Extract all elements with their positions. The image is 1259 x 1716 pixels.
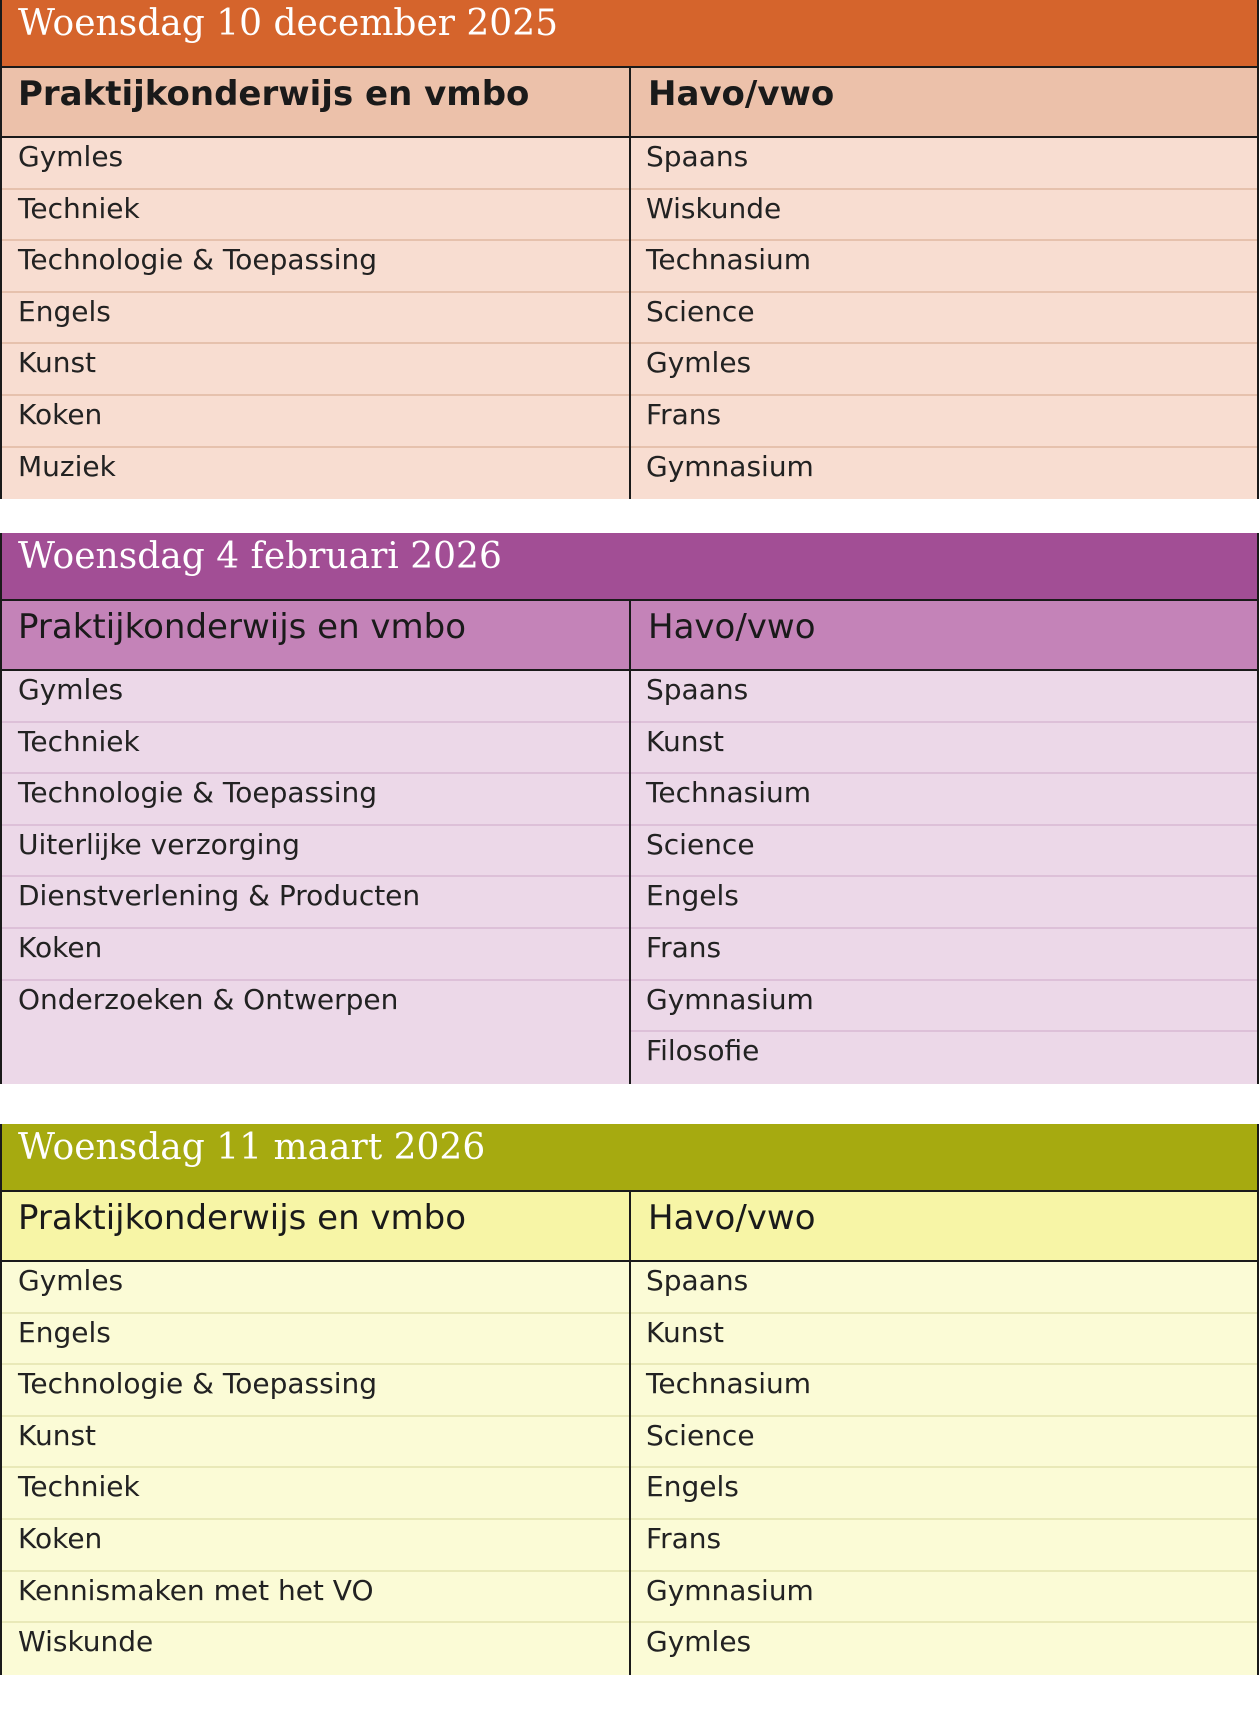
subject-vmbo: Uiterlijke verzorging (18, 827, 300, 861)
subject-havo-vwo: Spaans (646, 673, 749, 706)
column-header-vmbo: Praktijkonderwijs en vmbo (18, 607, 467, 647)
subject-havo-vwo: Technasium (646, 243, 812, 277)
subject-havo-vwo: Engels (646, 879, 739, 913)
subject-vmbo: Koken (18, 931, 103, 964)
schedule-block-maart (0, 1124, 1259, 1675)
subject-vmbo: Kunst (18, 346, 97, 380)
subject-vmbo: Koken (18, 398, 103, 431)
subject-vmbo: Engels (18, 1315, 111, 1349)
subject-havo-vwo: Gymnasium (646, 1573, 814, 1607)
column-header-havo-vwo: Havo/vwo (648, 607, 816, 647)
subject-vmbo (0, 1032, 630, 1088)
subject-havo-vwo: Technasium (646, 1367, 812, 1401)
subject-vmbo: Technologie & Toepassing (18, 243, 378, 277)
subject-havo-vwo: Gymnasium (646, 449, 814, 483)
subject-vmbo: Kunst (18, 1418, 97, 1452)
subject-havo-vwo: Spaans (646, 140, 749, 173)
subject-havo-vwo: Frans (646, 1522, 722, 1555)
subject-vmbo: Technologie & Toepassing (18, 776, 378, 810)
subject-havo-vwo: Frans (646, 398, 722, 431)
subject-vmbo: Techniek (18, 191, 140, 225)
column-divider (629, 68, 631, 499)
subject-havo-vwo: Filosofie (646, 1034, 760, 1068)
subject-vmbo: Onderzoeken & Ontwerpen (18, 982, 399, 1016)
schedule-block-februari (0, 533, 1259, 1084)
subject-vmbo: Wiskunde (18, 1625, 154, 1659)
date-heading: Woensdag 11 maart 2026 (0, 1124, 1259, 1192)
subject-vmbo: Techniek (18, 1470, 140, 1504)
subject-vmbo: Gymles (18, 140, 124, 173)
column-header-vmbo: Praktijkonderwijs en vmbo (18, 1198, 467, 1238)
column-header-havo-vwo: Havo/vwo (648, 1198, 816, 1238)
table-border-left (0, 1124, 2, 1675)
subject-vmbo: Gymles (18, 673, 124, 706)
subject-havo-vwo: Science (646, 1418, 755, 1452)
subject-havo-vwo: Kunst (646, 1315, 725, 1349)
subject-vmbo: Koken (18, 1522, 103, 1555)
subject-havo-vwo: Gymles (646, 1625, 752, 1659)
subject-havo-vwo: Frans (646, 931, 722, 964)
subject-havo-vwo: Wiskunde (646, 191, 782, 225)
subject-havo-vwo: Gymles (646, 346, 752, 380)
subject-havo-vwo: Science (646, 827, 755, 861)
subject-vmbo: Kennismaken met het VO (18, 1573, 374, 1607)
schedule-block-december (0, 0, 1259, 499)
table-border-left (0, 533, 2, 1084)
subject-havo-vwo: Engels (646, 1470, 739, 1504)
subject-havo-vwo: Science (646, 294, 755, 328)
column-divider (629, 601, 631, 1084)
row-separator (630, 1030, 1259, 1032)
subject-vmbo: Gymles (18, 1264, 124, 1297)
subject-vmbo: Muziek (18, 449, 116, 483)
date-heading: Woensdag 4 februari 2026 (0, 533, 1259, 601)
subject-vmbo: Dienstverlening & Producten (18, 879, 421, 913)
subject-havo-vwo: Kunst (646, 724, 725, 758)
subject-havo-vwo: Gymnasium (646, 982, 814, 1016)
subject-vmbo: Techniek (18, 724, 140, 758)
column-header-havo-vwo: Havo/vwo (648, 74, 835, 114)
subject-havo-vwo: Spaans (646, 1264, 749, 1297)
subject-vmbo: Technologie & Toepassing (18, 1367, 378, 1401)
column-header-vmbo: Praktijkonderwijs en vmbo (18, 74, 530, 114)
table-border-left (0, 0, 2, 499)
subject-havo-vwo: Technasium (646, 776, 812, 810)
column-divider (629, 1192, 631, 1675)
subject-vmbo: Engels (18, 294, 111, 328)
date-heading: Woensdag 10 december 2025 (0, 0, 1259, 68)
